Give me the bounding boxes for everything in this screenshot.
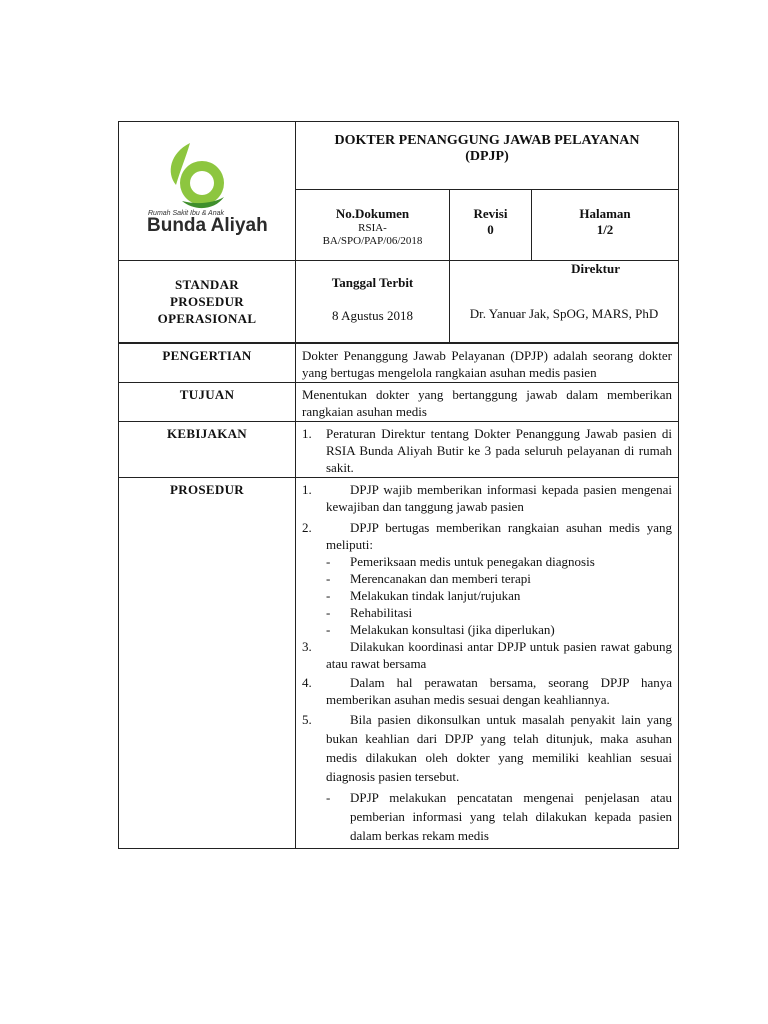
halaman-label: Halaman: [579, 206, 631, 221]
dash-marker: -: [326, 588, 331, 603]
prosedur-item-number: 1.: [302, 482, 312, 497]
tanggal-terbit-label: Tanggal Terbit: [331, 275, 414, 290]
sop-header-table: [118, 121, 679, 343]
document-title: [296, 122, 679, 190]
revisi-label: Revisi: [473, 206, 508, 221]
tujuan-label: TUJUAN: [119, 383, 296, 422]
kebijakan-content: [296, 422, 679, 478]
prosedur-label: PROSEDUR: [119, 478, 296, 849]
dash-marker: -: [326, 554, 331, 569]
revisi-value: 0: [487, 222, 494, 237]
subitem-text: Rehabilitasi: [350, 605, 413, 620]
prosedur-item-1: [302, 481, 672, 515]
prosedur-item-number: 5.: [302, 712, 312, 727]
logo-tagline: Rumah Sakit Ibu & Anak: [148, 210, 225, 217]
prosedur-subitem: [302, 604, 672, 621]
prosedur-item-number: 3.: [302, 639, 312, 654]
pengertian-label: PENGERTIAN: [119, 344, 296, 383]
prosedur-item-text: DPJP wajib memberikan informasi kepada pasien mengenai kewajiban dan tanggung jawab pasien: [326, 482, 672, 514]
sop-line-1: STANDAR: [175, 277, 239, 292]
prosedur-item-number: 2.: [302, 520, 312, 535]
prosedur-item-text: Bila pasien dikonsulkan untuk masalah penyakit lain yang bukan keahlian dari DPJP yang telah ditunjuk, maka asuhan medis dilakukan oleh dokter yang memiliki keahlian sesuai diagnosis pasien tersebut.: [326, 712, 672, 784]
no-dokumen-label: No.Dokumen: [335, 206, 410, 221]
no-dokumen-cell: [296, 190, 450, 261]
prosedur-subitem: [302, 587, 672, 604]
sop-line-2: PROSEDUR: [170, 294, 244, 309]
revisi-cell: [450, 190, 532, 261]
no-dokumen-value-2: BA/SPO/PAP/06/2018: [322, 235, 423, 247]
prosedur-subitem: [302, 788, 672, 845]
prosedur-item-4: [302, 674, 672, 708]
sop-document: [118, 121, 678, 849]
dash-marker: -: [326, 622, 331, 637]
direktur-label: Direktur: [571, 261, 621, 276]
direktur-name: Dr. Yanuar Jak, SpOG, MARS, PhD: [469, 306, 659, 321]
title-line-1: DOKTER PENANGGUNG JAWAB PELAYANAN: [334, 133, 640, 148]
subitem-text: Merencanakan dan memberi terapi: [350, 571, 531, 586]
sop-line-3: OPERASIONAL: [157, 311, 257, 326]
prosedur-item-text: DPJP bertugas memberikan rangkaian asuhan medis yang meliputi:: [326, 520, 672, 552]
dash-marker: -: [326, 790, 331, 805]
hospital-logo: [142, 141, 272, 236]
prosedur-subitem: [302, 553, 672, 570]
direktur-cell: [450, 261, 679, 343]
prosedur-item-text: Dilakukan koordinasi antar DPJP untuk pasien rawat gabung atau rawat bersama: [326, 639, 672, 671]
prosedur-item-3: [302, 638, 672, 672]
kebijakan-label: KEBIJAKAN: [119, 422, 296, 478]
prosedur-item-text: Dalam hal perawatan bersama, seorang DPJP hanya memberikan asuhan medis sesuai dengan keahliannya.: [326, 675, 672, 707]
halaman-cell: [532, 190, 679, 261]
prosedur-item-2: [302, 519, 672, 553]
subitem-text: DPJP melakukan pencatatan mengenai penjelasan atau pemberian informasi yang telah dilakukan kepada pasien dalam berkas rekam medis: [350, 790, 672, 843]
prosedur-content: [296, 478, 679, 849]
tanggal-terbit-cell: [296, 261, 450, 343]
subitem-text: Melakukan tindak lanjut/rujukan: [350, 588, 521, 603]
dash-marker: -: [326, 571, 331, 586]
leaf-sprout-icon: [171, 143, 224, 208]
sop-label-cell: [119, 261, 296, 343]
tujuan-text: Menentukan dokter yang bertanggung jawab dalam memberikan rangkaian asuhan medis: [296, 383, 679, 422]
prosedur-item-number: 4.: [302, 675, 312, 690]
sop-body-table: [118, 343, 679, 849]
kebijakan-item-text: Peraturan Direktur tentang Dokter Penanggung Jawab pasien di RSIA Bunda Aliyah Butir ke 3 pada seluruh pelayanan di rumah sakit.: [326, 426, 672, 475]
prosedur-subitem: [302, 621, 672, 638]
title-line-2: (DPJP): [465, 149, 509, 164]
kebijakan-item-number: 1.: [302, 426, 312, 441]
prosedur-subitem: [302, 570, 672, 587]
prosedur-item-5: [302, 710, 672, 786]
kebijakan-item: [302, 425, 672, 476]
logo-cell: [119, 122, 296, 261]
logo-name: Bunda Aliyah: [147, 215, 268, 236]
dash-marker: -: [326, 605, 331, 620]
subitem-text: Pemeriksaan medis untuk penegakan diagnosis: [350, 554, 595, 569]
subitem-text: Melakukan konsultasi (jika diperlukan): [350, 622, 555, 637]
pengertian-text: Dokter Penanggung Jawab Pelayanan (DPJP) adalah seorang dokter yang bertugas mengelola rangkaian asuhan medis pasien: [296, 344, 679, 383]
tanggal-terbit-value: 8 Agustus 2018: [332, 308, 413, 323]
halaman-value: 1/2: [596, 222, 614, 237]
no-dokumen-value-1: RSIA-: [358, 222, 387, 234]
